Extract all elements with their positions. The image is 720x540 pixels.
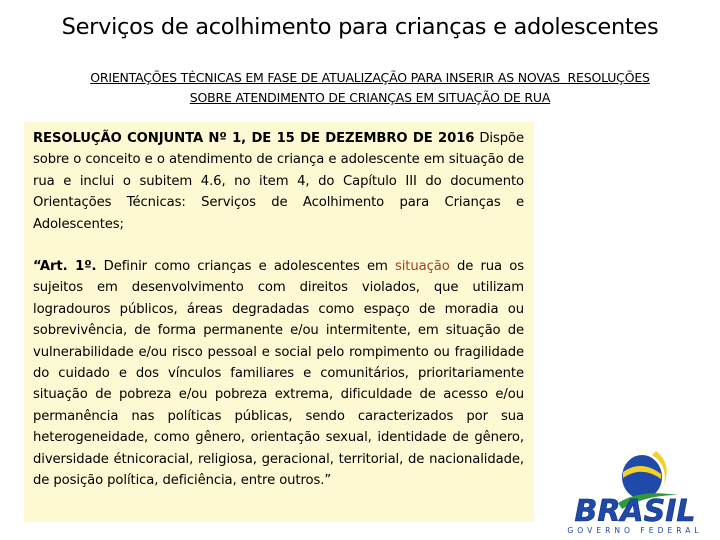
brasil-governo-federal-logo <box>560 445 710 535</box>
page-title: Serviços de acolhimento para crianças e adolescentes <box>61 14 659 40</box>
subtitle-line-2: SOBRE ATENDIMENTO DE CRIANÇAS EM SITUAÇÃO DE RUA <box>189 90 551 105</box>
resolution-intro <box>33 128 524 235</box>
resolution-text-box <box>24 122 534 522</box>
page-subtitle <box>20 68 720 108</box>
resolution-article <box>33 256 524 491</box>
article-highlight-word: situação <box>394 259 450 275</box>
article-text-rest: de rua os sujeitos em desenvolvimento com direitos violados, que utilizam logradouros públicos, áreas degradadas como espaço de moradia ou sobrevivência, de forma permanente e/ou intermitente, em situação de vulnerabilidade e/ou risco pessoal e social pelo rompimento ou fragilidade do cuidado e dos vínculos familiares e comunitários, prioritariamente situação de pobreza e/ou pobreza extrema, dificuldade de acesso e/ou permanência nas políticas públicas, sendo caracterizados por sua heterogeneidade, como gênero, orientação sexual, identidade de gênero, diversidade étnicoracial, religiosa, geracional, territorial, de nacionalidade, de posição política, deficiência, entre outros.” <box>33 259 524 489</box>
article-text-start: Definir como crianças e adolescentes em <box>96 259 395 275</box>
resolution-summary: Dispõe sobre o conceito e o atendimento de criança e adolescente em situação de rua e inclui o subitem 4.6, no item 4, do Capítulo III do documento Orientações Técnicas: Serviços de Acolhimento para Crianças e Adolescentes; <box>33 131 524 232</box>
subtitle-line-1: ORIENTAÇÕES TÉCNICAS EM FASE DE ATUALIZAÇÃO PARA INSERIR AS NOVAS RESOLUÇÕES <box>90 70 650 85</box>
logo-subtitle: GOVERNO FEDERAL <box>567 526 703 535</box>
article-number: “Art. 1º. <box>33 259 97 275</box>
logo-word: BRASIL <box>574 494 696 529</box>
logo-globe-icon <box>622 455 662 499</box>
resolution-heading: RESOLUÇÃO CONJUNTA Nº 1, DE 15 DE DEZEMBRO DE 2016 <box>33 131 475 146</box>
